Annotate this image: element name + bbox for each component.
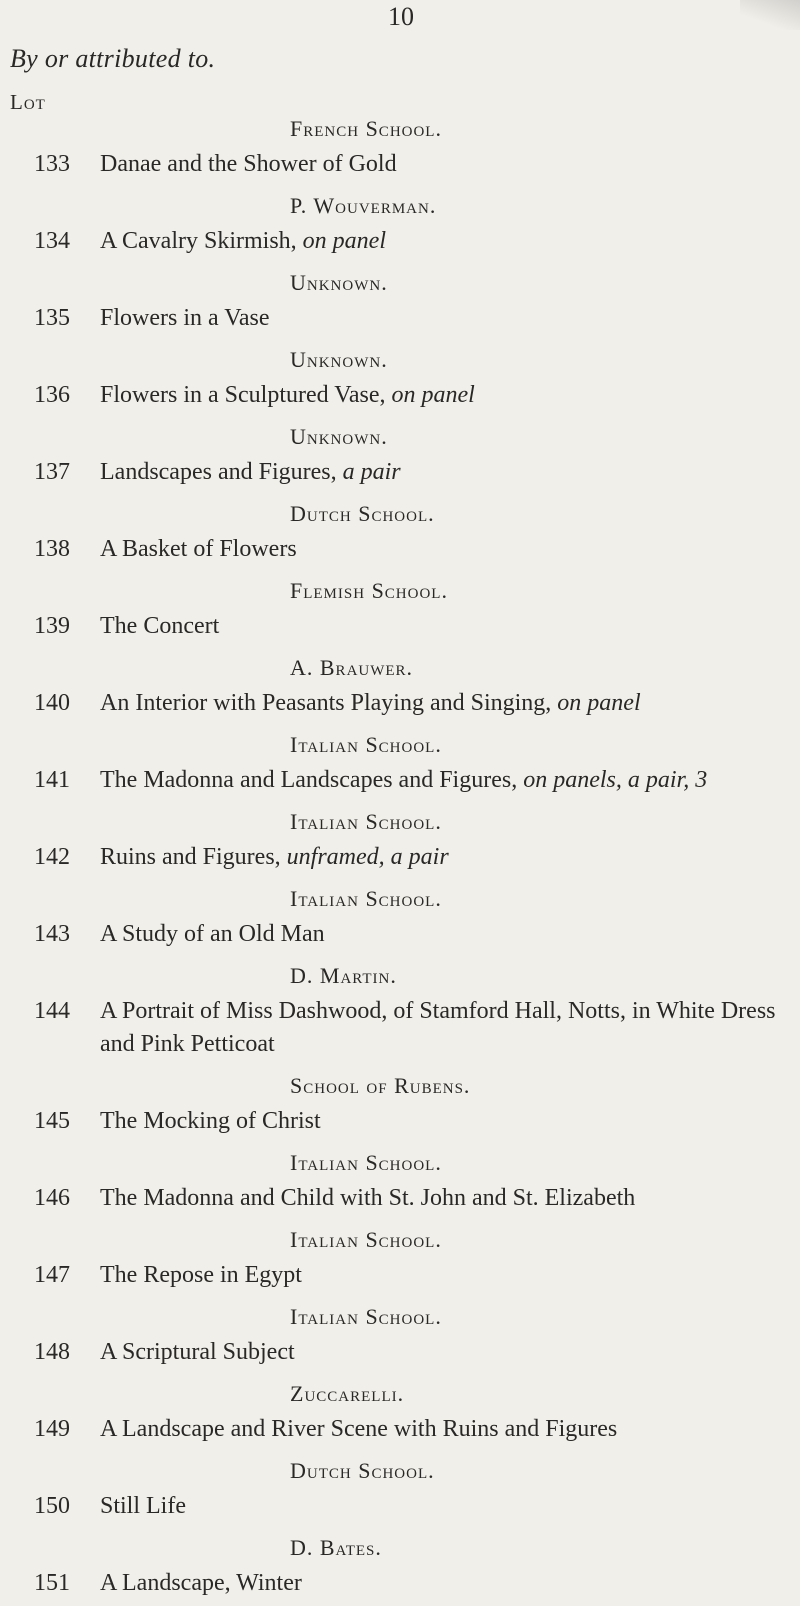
lot-attribution: Italian School. <box>290 732 442 757</box>
lot-entry <box>0 1221 800 1298</box>
lot-number: 136 <box>34 382 70 408</box>
lot-attribution: Unknown. <box>290 270 388 295</box>
lot-attribution: Unknown. <box>290 424 388 449</box>
lot-title: An Interior with Peasants Playing and Singing, <box>100 690 552 716</box>
lot-line <box>0 1182 800 1215</box>
lot-title: A Study of an Old Man <box>100 921 325 947</box>
lot-entry <box>0 1375 800 1452</box>
lot-attribution: Italian School. <box>290 886 442 911</box>
lot-attribution: Flemish School. <box>290 578 448 603</box>
lot-description <box>100 1413 800 1446</box>
lot-note: on panel <box>302 228 386 254</box>
lot-attribution: P. Wouverman. <box>290 193 437 218</box>
lot-column-heading: Lot <box>10 90 46 114</box>
lot-description <box>100 918 800 951</box>
lot-title: The Repose in Egypt <box>100 1262 302 1288</box>
lot-note: on panel <box>391 382 475 408</box>
lot-description <box>100 1490 800 1523</box>
lot-line <box>0 1336 800 1369</box>
lot-entry <box>0 187 800 264</box>
lot-entry <box>0 649 800 726</box>
lot-number: 149 <box>34 1416 70 1442</box>
lot-description <box>100 841 800 874</box>
lot-entry <box>0 880 800 957</box>
lot-title: A Landscape, Winter <box>100 1570 302 1596</box>
lot-note: a pair <box>342 459 401 485</box>
lot-description <box>100 302 800 335</box>
lot-attribution: Dutch School. <box>290 1458 435 1483</box>
lot-description <box>100 456 800 489</box>
lot-attribution: Zuccarelli. <box>290 1381 405 1406</box>
lot-line <box>0 610 800 643</box>
lot-line <box>0 1567 800 1600</box>
lot-line <box>0 1259 800 1292</box>
lot-entry <box>0 264 800 341</box>
lot-title: Landscapes and Figures, <box>100 459 337 485</box>
lot-description <box>100 1259 800 1292</box>
lot-line <box>0 1490 800 1523</box>
lot-line <box>0 302 800 335</box>
lot-entry <box>0 495 800 572</box>
lot-line <box>0 687 800 720</box>
lot-title: A Basket of Flowers <box>100 536 297 562</box>
lot-list <box>0 110 800 1606</box>
lot-note: on panels, a pair, 3 <box>523 767 708 793</box>
lot-number: 150 <box>34 1493 70 1519</box>
lot-number: 142 <box>34 844 70 870</box>
page-number: 10 <box>388 2 414 31</box>
lot-description <box>100 379 800 412</box>
lot-attribution: Italian School. <box>290 1227 442 1252</box>
lot-title: A Cavalry Skirmish, <box>100 228 297 254</box>
lot-number: 140 <box>34 690 70 716</box>
lot-description <box>100 533 800 566</box>
lot-title: The Madonna and Child with St. John and St. Elizabeth <box>100 1185 636 1211</box>
lot-number: 135 <box>34 305 70 331</box>
lot-entry <box>0 572 800 649</box>
lot-number: 147 <box>34 1262 70 1288</box>
lot-entry <box>0 418 800 495</box>
lot-attribution: D. Bates. <box>290 1535 382 1560</box>
lot-attribution: Italian School. <box>290 809 442 834</box>
lot-number: 148 <box>34 1339 70 1365</box>
lot-description <box>100 1182 800 1215</box>
lot-entry <box>0 341 800 418</box>
lot-title: The Mocking of Christ <box>100 1108 321 1134</box>
lot-line <box>0 764 800 797</box>
lot-line <box>0 148 800 181</box>
lot-line <box>0 841 800 874</box>
lot-line <box>0 379 800 412</box>
lot-entry <box>0 726 800 803</box>
lot-description <box>100 1336 800 1369</box>
lot-description <box>100 225 800 258</box>
lot-number: 146 <box>34 1185 70 1211</box>
lot-attribution: School of Rubens. <box>290 1073 471 1098</box>
scan-edge-shadow <box>740 0 800 30</box>
lot-line <box>0 1413 800 1446</box>
lot-note: unframed, a pair <box>286 844 449 870</box>
lot-line <box>0 1105 800 1138</box>
lot-attribution: Italian School. <box>290 1304 442 1329</box>
lot-entry <box>0 1529 800 1606</box>
lot-title: Flowers in a Vase <box>100 305 270 331</box>
lot-attribution: French School. <box>290 116 442 141</box>
lot-description <box>100 610 800 643</box>
lot-number: 141 <box>34 767 70 793</box>
lot-description <box>100 148 800 181</box>
lot-title: A Scriptural Subject <box>100 1339 295 1365</box>
lot-description <box>100 764 800 797</box>
lot-title: Danae and the Shower of Gold <box>100 151 397 177</box>
lot-attribution: Italian School. <box>290 1150 442 1175</box>
lot-attribution: A. Brauwer. <box>290 655 414 680</box>
lot-number: 144 <box>34 998 70 1024</box>
lot-entry <box>0 110 800 187</box>
page-subtitle: By or attributed to. <box>10 44 216 73</box>
lot-number: 139 <box>34 613 70 639</box>
lot-entry <box>0 1452 800 1529</box>
lot-title: The Concert <box>100 613 220 639</box>
lot-description <box>100 1567 800 1600</box>
lot-number: 151 <box>34 1570 70 1596</box>
lot-number: 133 <box>34 151 70 177</box>
lot-description <box>100 687 800 720</box>
lot-line <box>0 918 800 951</box>
lot-title: Ruins and Figures, <box>100 844 281 870</box>
lot-attribution: D. Martin. <box>290 963 397 988</box>
lot-attribution: Unknown. <box>290 347 388 372</box>
lot-title: Flowers in a Sculptured Vase, <box>100 382 386 408</box>
lot-number: 134 <box>34 228 70 254</box>
lot-title: A Landscape and River Scene with Ruins and Figures <box>100 1416 618 1442</box>
lot-line <box>0 456 800 489</box>
lot-entry <box>0 1298 800 1375</box>
lot-description <box>100 1105 800 1138</box>
lot-line <box>0 533 800 566</box>
lot-number: 145 <box>34 1108 70 1134</box>
lot-entry <box>0 803 800 880</box>
lot-entry <box>0 1144 800 1221</box>
lot-number: 143 <box>34 921 70 947</box>
lot-line <box>0 995 800 1061</box>
lot-line <box>0 225 800 258</box>
lot-title: Still Life <box>100 1493 186 1519</box>
lot-entry <box>0 1067 800 1144</box>
lot-entry <box>0 957 800 1067</box>
lot-number: 137 <box>34 459 70 485</box>
lot-number: 138 <box>34 536 70 562</box>
lot-title: A Portrait of Miss Dashwood, of Stamford Hall, Notts, in White Dress and Pink Petticoat <box>100 998 776 1057</box>
lot-attribution: Dutch School. <box>290 501 435 526</box>
lot-description <box>100 995 800 1061</box>
lot-title: The Madonna and Landscapes and Figures, <box>100 767 518 793</box>
lot-note: on panel <box>557 690 641 716</box>
